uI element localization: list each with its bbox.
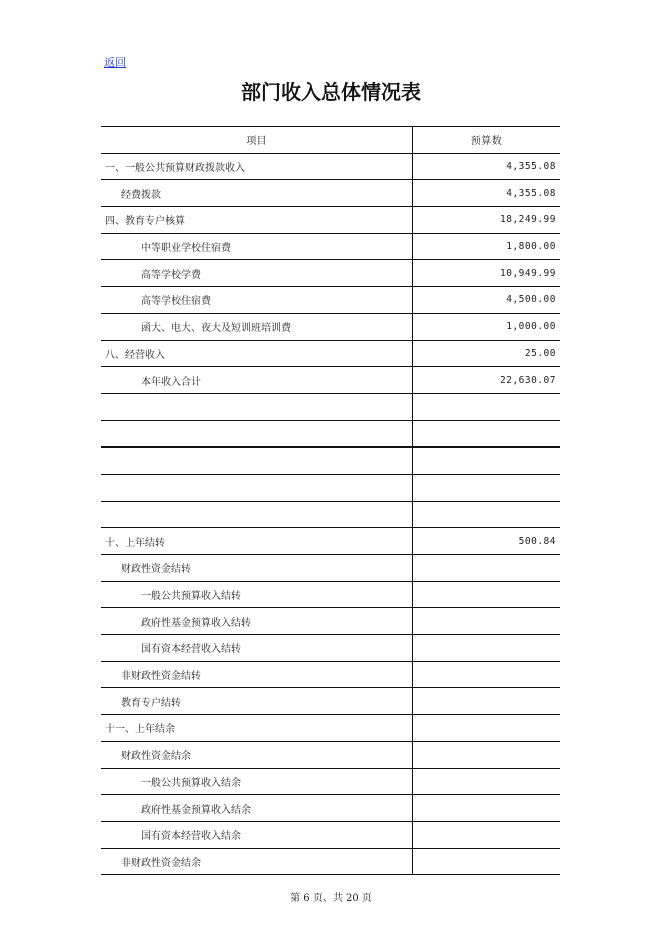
table-header-row [101,127,560,154]
row-item: 财政性资金结余 [101,741,413,768]
table-row [101,313,560,340]
row-item: 财政性资金结转 [101,555,413,582]
row-value [413,768,561,795]
row-item: 函大、电大、夜大及短训班培训费 [101,313,413,340]
row-value: 1,800.00 [413,233,561,260]
row-item: 本年收入合计 [101,367,413,394]
table-row [101,367,560,394]
table-row [101,768,560,795]
table-row [101,180,560,207]
table-row [101,688,560,715]
row-item: 一般公共预算收入结转 [101,581,413,608]
row-value [413,608,561,635]
row-item: 政府性基金预算收入结转 [101,608,413,635]
row-item: 非财政性资金结余 [101,848,413,875]
header-item: 项目 [101,127,413,154]
row-value [413,821,561,848]
row-value [413,715,561,742]
page-footer: 第 6 页、共 20 页 [290,893,372,904]
row-value: 18,249.99 [413,207,561,234]
row-item: 政府性基金预算收入结余 [101,795,413,822]
row-item [101,447,413,474]
row-item: 国有资本经营收入结余 [101,821,413,848]
row-item: 高等学校住宿费 [101,287,413,314]
table-row [101,821,560,848]
row-value: 22,630.07 [413,367,561,394]
row-item [101,474,413,501]
row-item: 国有资本经营收入结转 [101,635,413,662]
table-row [101,420,560,447]
table-row [101,340,560,367]
row-item [101,501,413,528]
table-row [101,447,560,474]
row-value [413,848,561,875]
table-row [101,393,560,420]
row-value [413,581,561,608]
row-item: 十、上年结转 [101,528,413,555]
row-value: 4,355.08 [413,153,561,180]
table-row [101,233,560,260]
table-row [101,474,560,501]
row-value: 25.00 [413,340,561,367]
table-row [101,741,560,768]
back-link[interactable]: 返回 [104,56,126,69]
row-value [413,474,561,501]
row-value [413,635,561,662]
row-value: 4,500.00 [413,287,561,314]
table-row [101,287,560,314]
row-value [413,393,561,420]
row-item: 一般公共预算收入结余 [101,768,413,795]
table-row [101,528,560,555]
row-item: 非财政性资金结转 [101,661,413,688]
row-item: 四、教育专户核算 [101,207,413,234]
table-row [101,635,560,662]
row-item: 十一、上年结余 [101,715,413,742]
table-row [101,715,560,742]
header-budget: 预算数 [413,127,561,154]
table-row [101,795,560,822]
row-value: 10,949.99 [413,260,561,287]
row-value [413,688,561,715]
row-value [413,555,561,582]
table-row [101,555,560,582]
table-row [101,661,560,688]
table-row [101,207,560,234]
table-row [101,608,560,635]
table-row [101,260,560,287]
row-item: 高等学校学费 [101,260,413,287]
row-value [413,741,561,768]
table-row [101,581,560,608]
row-value [413,795,561,822]
row-value: 500.84 [413,528,561,555]
row-value [413,501,561,528]
income-table [101,126,560,875]
page-title: 部门收入总体情况表 [241,80,421,104]
row-value: 4,355.08 [413,180,561,207]
row-value: 1,000.00 [413,313,561,340]
table-row [101,848,560,875]
row-item [101,393,413,420]
table-row [101,153,560,180]
table-row [101,501,560,528]
row-item: 八、经营收入 [101,340,413,367]
row-value [413,420,561,447]
row-item: 教育专户结转 [101,688,413,715]
row-value [413,447,561,474]
row-value [413,661,561,688]
row-item [101,420,413,447]
row-item: 经费拨款 [101,180,413,207]
row-item: 一、一般公共预算财政拨款收入 [101,153,413,180]
row-item: 中等职业学校住宿费 [101,233,413,260]
